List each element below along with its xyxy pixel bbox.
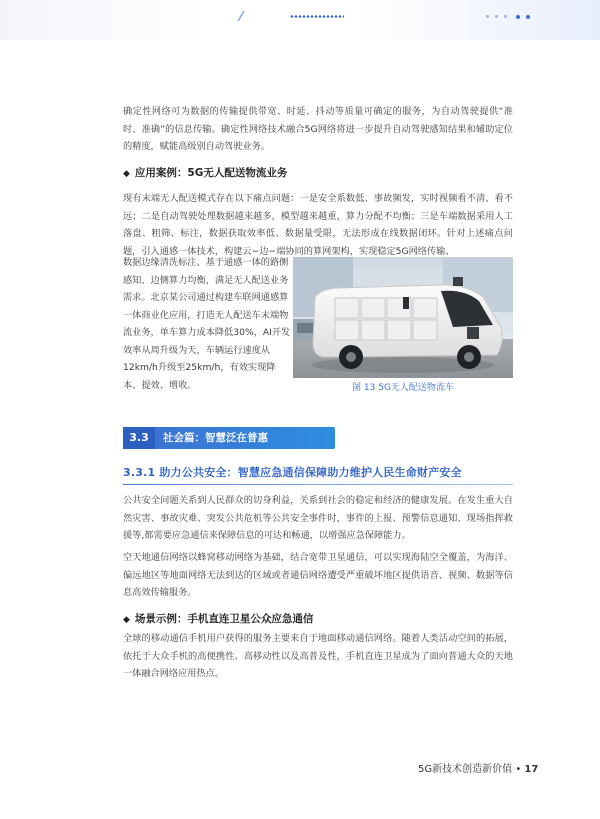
page-footer	[418, 760, 538, 775]
app-case-heading	[123, 165, 287, 180]
scene-case-heading-text: 场景示例：手机直连卫星公众应急通信	[134, 613, 314, 625]
scene-case-heading	[123, 611, 313, 626]
footer-text: 5G新技术创造新价值	[418, 764, 513, 775]
app-case-paragraph: 现有末端无人配送模式存在以下痛点问题：一是安全系数低、事故频发，实时视频看不清、看不远；二是自动驾驶处理数据越来越多，模型越来越重，算力分配不均衡；三是车端数据采用人工落盘、粗筛、标注，数据获取效率低、数据量受限，无法形成在线数据闭环。针对上述痛点问题，引入通感一体技术，构建云−边−端协同的算网架构，实现稳定5G网络传输、	[123, 193, 513, 257]
header-slash-decoration	[227, 11, 245, 21]
diamond-bullet-icon: ◆	[123, 615, 130, 625]
section-banner	[123, 427, 335, 449]
intro-paragraph: 确定性网络可为数据的传输提供带宽、时延、抖动等质量可确定的服务，为自动驾驶提供“准时、准确”的信息传输。确定性网络技术融合5G网络将进一步提升自动驾驶感知结果和辅助定位的精度，赋能高级别自动驾驶业务。	[123, 106, 513, 152]
header-dots-decoration	[290, 15, 344, 18]
scene-case-paragraph: 全球的移动通信手机用户获得的服务主要来自于地面移动通信网络。随着人类活动空间的拓展，依托于大众手机的高便携性、高移动性以及高普及性，手机直连卫星成为了面向普通大众的天地一体融合网络应用热点。	[123, 633, 513, 679]
section-title: 社会篇：智慧泛在普惠	[163, 432, 268, 444]
public-safety-paragraph-2: 空天地通信网络以蜂窝移动网络为基础，结合宽带卫星通信，可以实现海陆空全覆盖，为海洋、偏远地区等地面网络无法到达的区域或者通信网络遭受严重破坏地区提供语音、视频、数据等信息高效传输服务。	[123, 552, 513, 598]
diamond-bullet-icon: ◆	[123, 169, 130, 179]
app-case-heading-text: 应用案例：5G无人配送物流业务	[134, 167, 288, 179]
header-dots-right-decoration	[486, 14, 532, 20]
page-header-band	[0, 0, 600, 40]
footer-separator: •	[515, 764, 522, 775]
page-number: 17	[524, 764, 539, 775]
subsection-heading: 3.3.1 助力公共安全：智慧应急通信保障助力维护人民生命财产安全	[123, 466, 462, 479]
app-case-paragraph-continued: 数据边缘清洗标注、基于通感一体的路侧感知、边侧算力均衡，满足无人配送业务需求。北京某公司通过构建车联网通感算一体商业化应用，打造无人配送车末端物流业务，单车算力成本降低30%，AI开发效率从周升级为天，车辆运行速度从12km/h升级至25km/h，有效实现降本、提效、增收。	[123, 257, 291, 391]
delivery-vehicle-illustration	[293, 257, 513, 378]
section-number: 3.3	[123, 427, 155, 449]
delivery-vehicle-photo	[293, 257, 513, 378]
subsection-underline	[123, 484, 513, 485]
figure-caption: 图 13 5G无人配送物流车	[352, 383, 454, 393]
public-safety-paragraph-1: 公共安全问题关系到人民群众的切身利益，关系到社会的稳定和经济的健康发展。在发生重大自然灾害、事故灾难、突发公共危机等公共安全事件时，事件的上报、预警信息通知、现场指挥救援等,都需要应急通信来保障信息的可达和畅通，以增强应急保障能力。	[123, 495, 513, 541]
